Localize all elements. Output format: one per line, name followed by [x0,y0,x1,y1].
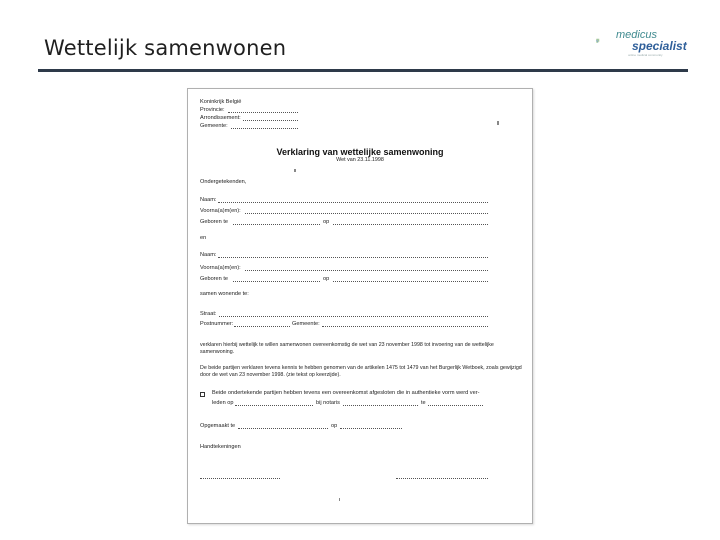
signature-field-1 [200,475,280,479]
conjunction-and: en [200,235,207,241]
signatures-label: Handtekeningen [200,444,241,450]
street-field [219,313,488,317]
page-title: Wettelijk samenwonen [44,36,287,60]
postcode-label: Postnummer: [200,321,234,327]
scanned-document [187,88,533,524]
drawn-up-label: Opgemaakt te [200,423,236,429]
checkbox-text-line2c: te [421,400,426,406]
notary-date-field [235,402,313,406]
partner2-firstnames-field [245,267,488,271]
arrondissement-field [243,117,298,121]
drawn-up-place-field [238,425,328,429]
partner1-firstnames-label: Voorna(a)m(en): [200,208,241,214]
scan-mark [497,121,499,125]
partner1-born-label: Geboren te [200,219,228,225]
partner2-born-field [233,278,320,282]
logo-line-2: specialist [632,39,687,53]
drawn-up-on-label: op [331,423,338,429]
partner1-born-field [233,221,320,225]
drawn-up-date-field [340,425,402,429]
partner1-name-field [218,199,488,203]
municipality-field [231,125,298,129]
partner2-name-field [218,254,488,258]
document-subtitle: Wet van 23.11.1998 [336,157,384,163]
residing-label: samen wonende te: [200,291,249,297]
checkbox-text-line2b: bij notaris [316,400,340,406]
street-label: Straat: [200,311,217,317]
partner2-date-field [333,278,488,282]
partner2-name-label: Naam: [200,252,217,258]
undersigned-label: Ondergetekenden, [200,179,247,185]
partner1-firstnames-field [245,210,488,214]
notary-place-field [428,402,483,406]
articles-paragraph: De beide partijen verklaren tevens kennis te hebben genomen van de artikelen 1475 tot 1479 van het Burgerlijk Wetboek, zoals gewijzigd door de wet van 23 november 1998. (zie tekst op keerzijde). [200,365,522,379]
checkbox-text-line1: Beide ondertekende partijen hebben tevens een overeenkomst afgesloten die in authentieke vorm werd ver- [212,390,480,396]
scan-mark [339,498,340,501]
logo-tagline: online medical community [628,53,663,57]
signature-field-2 [396,475,488,479]
notary-name-field [343,402,418,406]
header-arrondissement: Arrondissement: [200,115,241,121]
province-field [228,109,298,113]
partner2-on-label: op [323,276,330,282]
municipality-label: Gemeente: [292,321,320,327]
header-municipality: Gemeente: [200,123,228,129]
header-country: Koninkrijk België [200,99,242,105]
partner1-on-label: op [323,219,330,225]
postcode-field [234,323,290,327]
title-divider [38,69,688,72]
partner1-date-field [333,221,488,225]
partner1-name-label: Naam: [200,197,217,203]
document-title: Verklaring van wettelijke samenwoning [276,147,444,157]
checkbox-text-line2a: leden op [212,400,234,406]
municipality-field [322,323,488,327]
declaration-paragraph: verklaren hierbij wettelijk te willen samenwonen overeenkomstig de wet van 23 november 1998 tot invoering van de wettelijke samenwoning. [200,342,494,356]
checkbox-icon [200,392,205,397]
partner2-born-label: Geboren te [200,276,228,282]
partner2-firstnames-label: Voorna(a)m(en): [200,265,241,271]
header-province: Provincie: [200,107,225,113]
scan-mark [294,169,296,172]
logo-line-1: medicus [616,29,657,41]
logo-icon [596,30,616,52]
